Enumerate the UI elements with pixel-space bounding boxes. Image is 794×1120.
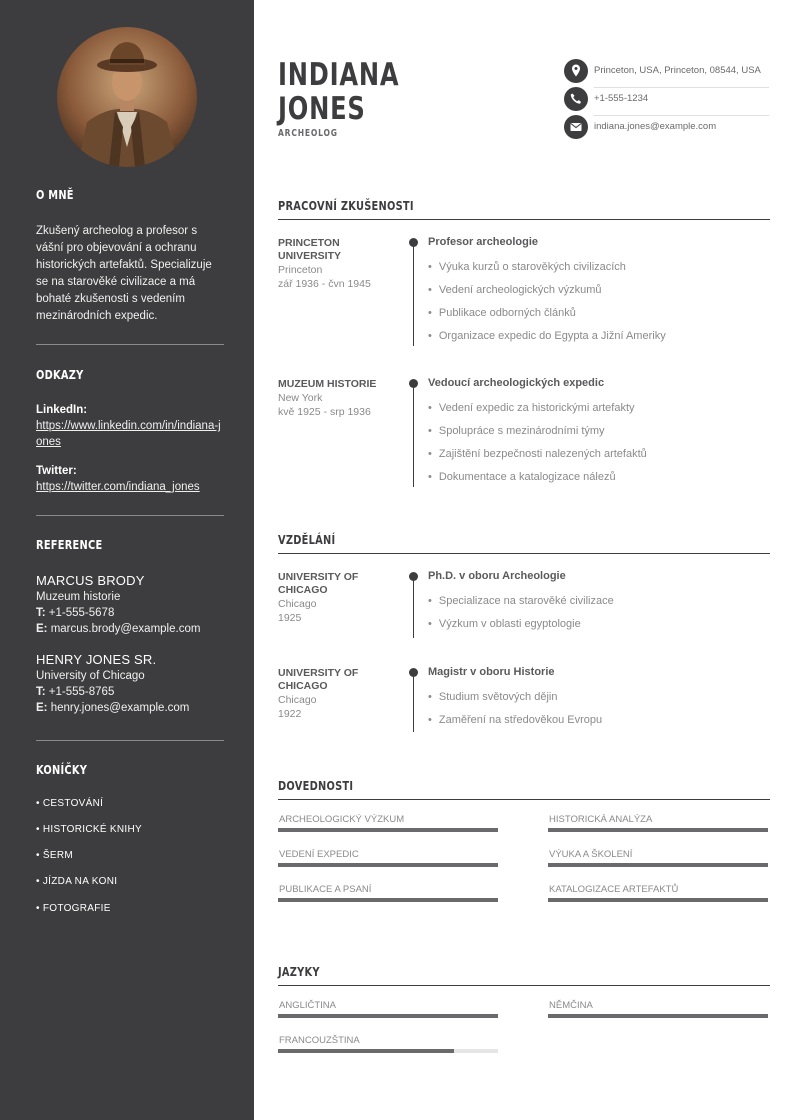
skill-bar-track bbox=[278, 863, 498, 867]
timeline-dot bbox=[409, 379, 418, 388]
phone-icon bbox=[564, 87, 588, 111]
experience-org bbox=[278, 378, 398, 419]
language-bar-fill bbox=[548, 1014, 768, 1018]
org-dates: 1922 bbox=[278, 708, 302, 720]
language-bar-track bbox=[278, 1049, 498, 1053]
sidebar bbox=[0, 0, 254, 1120]
timeline-line bbox=[413, 242, 414, 346]
linkedin-label: LinkedIn: bbox=[36, 404, 88, 416]
skill-bar-track bbox=[278, 828, 498, 832]
hobbies-heading: KONÍČKY bbox=[36, 763, 88, 777]
language-item bbox=[548, 1000, 768, 1020]
skill-item bbox=[278, 849, 498, 869]
email-text[interactable]: indiana.jones@example.com bbox=[594, 121, 717, 132]
links-heading: ODKAZY bbox=[36, 368, 84, 382]
envelope-icon bbox=[564, 115, 588, 139]
reference-phone bbox=[36, 605, 224, 621]
reference-org: Muzeum historie bbox=[36, 591, 121, 603]
education-org bbox=[278, 571, 398, 625]
email-label: E: bbox=[36, 702, 48, 714]
skill-item bbox=[278, 884, 498, 904]
experience-heading: PRACOVNÍ ZKUŠENOSTI bbox=[278, 199, 414, 213]
reference-email bbox=[36, 621, 224, 637]
skill-item bbox=[548, 884, 768, 904]
timeline-line bbox=[413, 672, 414, 732]
org-name: UNIVERSITY OF CHICAGO bbox=[278, 667, 359, 692]
org-location: Princeton bbox=[278, 264, 323, 276]
skill-bar-track bbox=[548, 898, 768, 902]
experience-bullet: • Dokumentace a katalogizace nálezů bbox=[428, 471, 616, 483]
org-dates: zář 1936 - čvn 1945 bbox=[278, 278, 371, 290]
experience-bullet: • Zajištění bezpečnosti nalezených artefaktů bbox=[428, 448, 647, 460]
skill-bar-fill bbox=[278, 863, 498, 867]
timeline-dot bbox=[409, 572, 418, 581]
reference-phone bbox=[36, 684, 224, 700]
education-bullet: • Zaměření na středověkou Evropu bbox=[428, 714, 602, 726]
reference-item bbox=[36, 651, 224, 716]
references-section bbox=[36, 538, 224, 552]
twitter-link[interactable]: https://twitter.com/indiana_jones bbox=[36, 481, 200, 493]
language-name: NĚMČINA bbox=[549, 1000, 593, 1011]
phone-value: +1-555-5678 bbox=[48, 607, 115, 619]
org-location: Chicago bbox=[278, 598, 317, 610]
org-location: Chicago bbox=[278, 694, 317, 706]
experience-org bbox=[278, 237, 398, 291]
first-name: INDIANA bbox=[278, 57, 400, 93]
reference-org: University of Chicago bbox=[36, 670, 145, 682]
skill-name: VÝUKA A ŠKOLENÍ bbox=[549, 849, 633, 860]
about-text-block bbox=[36, 223, 224, 325]
contact-phone bbox=[564, 87, 769, 111]
org-name: PRINCETON UNIVERSITY bbox=[278, 237, 342, 262]
hobby-item: • ŠERM bbox=[36, 850, 73, 861]
timeline-dot bbox=[409, 668, 418, 677]
timeline-line bbox=[413, 383, 414, 487]
reference-item bbox=[36, 572, 224, 637]
language-name: ANGLIČTINA bbox=[279, 1000, 337, 1011]
skill-name: HISTORICKÁ ANALÝZA bbox=[549, 814, 653, 825]
org-name: MUZEUM HISTORIE bbox=[278, 378, 377, 390]
about-text: Zkušený archeolog a profesor s vášní pro objevování a ochranu historických artefaktů. Specializuje se na starověké civilizace a má bohaté zkušenosti s vedením mezinárodních expedic. bbox=[36, 225, 212, 322]
skill-bar-fill bbox=[548, 863, 768, 867]
language-bar-track bbox=[548, 1014, 768, 1018]
timeline-line bbox=[413, 576, 414, 638]
address-text: Princeton, USA, Princeton, 08544, USA bbox=[594, 65, 761, 76]
languages-heading: JAZYKY bbox=[278, 965, 320, 979]
linkedin-link-block bbox=[36, 402, 224, 450]
about-heading: O MNĚ bbox=[36, 188, 74, 202]
experience-bullet: • Spolupráce s mezinárodními týmy bbox=[428, 425, 605, 437]
section-rule bbox=[278, 219, 770, 220]
about-section bbox=[36, 188, 224, 202]
experience-role: Profesor archeologie bbox=[428, 236, 539, 248]
profile-photo bbox=[57, 27, 197, 167]
skill-bar-fill bbox=[548, 828, 768, 832]
org-location: New York bbox=[278, 392, 323, 404]
language-name: FRANCOUZŠTINA bbox=[279, 1035, 360, 1046]
skill-name: ARCHEOLOGICKÝ VÝZKUM bbox=[279, 814, 405, 825]
experience-role: Vedoucí archeologických expedic bbox=[428, 377, 605, 389]
org-dates: kvě 1925 - srp 1936 bbox=[278, 406, 371, 418]
section-rule bbox=[278, 553, 770, 554]
sidebar-divider bbox=[36, 344, 224, 345]
education-bullet: • Studium světových dějin bbox=[428, 691, 557, 703]
education-bullet: • Specializace na starověké civilizace bbox=[428, 595, 614, 607]
language-item bbox=[278, 1000, 498, 1020]
language-bar-track bbox=[278, 1014, 498, 1018]
section-rule bbox=[278, 799, 770, 800]
language-item bbox=[278, 1035, 498, 1055]
education-heading: VZDĚLÁNÍ bbox=[278, 533, 336, 547]
sidebar-divider bbox=[36, 515, 224, 516]
hobby-item: • HISTORICKÉ KNIHY bbox=[36, 824, 142, 835]
twitter-label: Twitter: bbox=[36, 465, 77, 477]
phone-label: T: bbox=[36, 686, 46, 698]
skill-name: VEDENÍ EXPEDIC bbox=[279, 849, 359, 860]
section-rule bbox=[278, 985, 770, 986]
skills-heading: DOVEDNOSTI bbox=[278, 779, 354, 793]
experience-bullet: • Organizace expedic do Egypta a Jižní Ameriky bbox=[428, 330, 666, 342]
linkedin-link[interactable]: https://www.linkedin.com/in/indiana-jones bbox=[36, 420, 221, 448]
experience-bullet: • Vedení expedic za historickými artefakty bbox=[428, 402, 635, 414]
phone-text: +1-555-1234 bbox=[594, 93, 649, 104]
skill-name: KATALOGIZACE ARTEFAKTŮ bbox=[549, 884, 679, 895]
hobbies-list bbox=[36, 797, 224, 927]
sidebar-divider bbox=[36, 740, 224, 741]
last-name: JONES bbox=[278, 91, 366, 127]
skill-name: PUBLIKACE A PSANÍ bbox=[279, 884, 372, 895]
references-heading: REFERENCE bbox=[36, 538, 103, 552]
reference-name: HENRY JONES SR. bbox=[36, 652, 157, 667]
email-value[interactable]: marcus.brody@example.com bbox=[50, 623, 201, 635]
skill-bar-track bbox=[548, 828, 768, 832]
email-label: E: bbox=[36, 623, 48, 635]
phone-label: T: bbox=[36, 607, 46, 619]
experience-bullet: • Vedení archeologických výzkumů bbox=[428, 284, 602, 296]
skill-bar-fill bbox=[278, 828, 498, 832]
person-name bbox=[278, 58, 399, 126]
skill-bar-fill bbox=[278, 898, 498, 902]
experience-bullet: • Publikace odborných článků bbox=[428, 307, 576, 319]
contact-email bbox=[564, 115, 769, 139]
hobby-item: • JÍZDA NA KONI bbox=[36, 876, 118, 887]
language-bar-fill bbox=[278, 1014, 498, 1018]
timeline-dot bbox=[409, 238, 418, 247]
skill-item bbox=[548, 849, 768, 869]
job-title: ARCHEOLOG bbox=[278, 128, 338, 139]
reference-name: MARCUS BRODY bbox=[36, 573, 145, 588]
phone-value: +1-555-8765 bbox=[48, 686, 115, 698]
education-degree: Ph.D. v oboru Archeologie bbox=[428, 570, 566, 582]
education-bullet: • Výzkum v oblasti egyptologie bbox=[428, 618, 581, 630]
links-section bbox=[36, 368, 224, 382]
hobby-item: • FOTOGRAFIE bbox=[36, 903, 111, 914]
location-pin-icon bbox=[564, 59, 588, 83]
education-org bbox=[278, 667, 398, 721]
portrait-image bbox=[57, 27, 197, 167]
skill-item bbox=[278, 814, 498, 834]
reference-email bbox=[36, 700, 224, 716]
contact-address bbox=[564, 59, 769, 83]
skill-bar-track bbox=[278, 898, 498, 902]
language-bar-fill bbox=[278, 1049, 454, 1053]
skill-bar-track bbox=[548, 863, 768, 867]
experience-bullet: • Výuka kurzů o starověkých civilizacích bbox=[428, 261, 626, 273]
hobbies-section bbox=[36, 763, 224, 777]
org-name: UNIVERSITY OF CHICAGO bbox=[278, 571, 359, 596]
twitter-link-block bbox=[36, 463, 224, 495]
org-dates: 1925 bbox=[278, 612, 302, 624]
hobby-item: • CESTOVÁNÍ bbox=[36, 798, 104, 809]
skill-item bbox=[548, 814, 768, 834]
skill-bar-fill bbox=[548, 898, 768, 902]
email-value[interactable]: henry.jones@example.com bbox=[50, 702, 190, 714]
education-degree: Magistr v oboru Historie bbox=[428, 666, 555, 678]
